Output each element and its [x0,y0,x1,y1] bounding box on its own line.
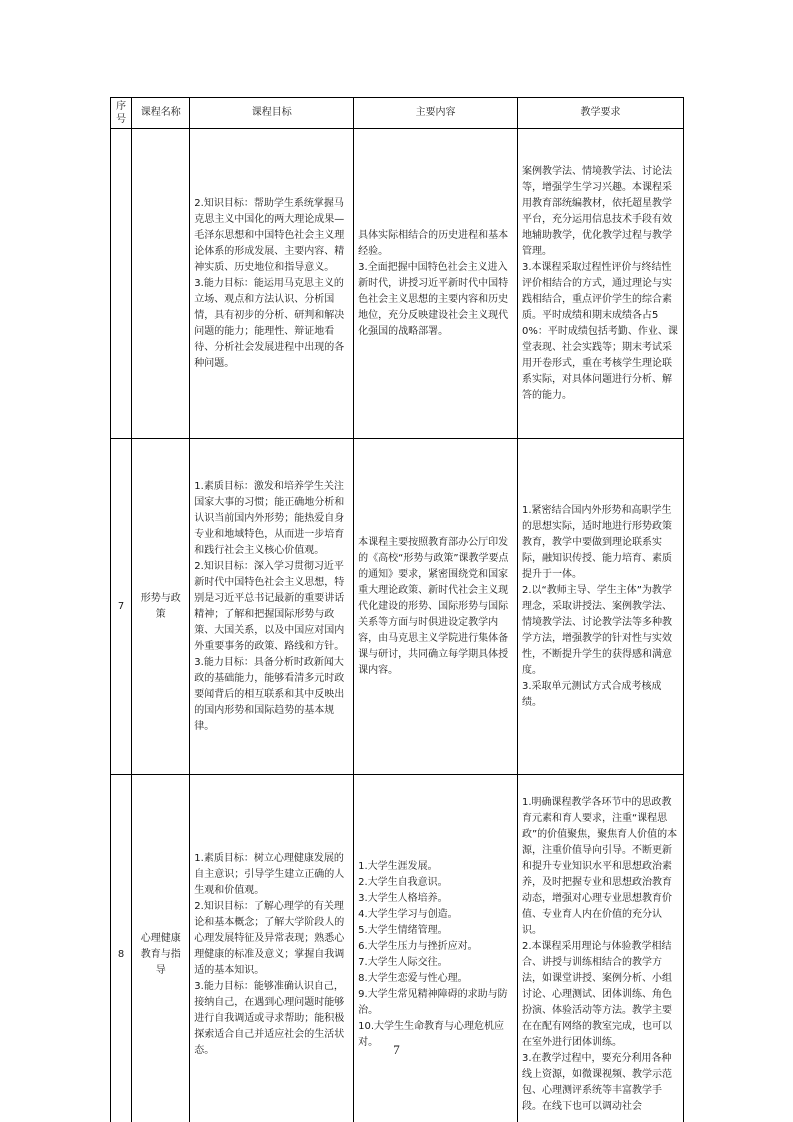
row-course-name [132,129,190,439]
content-item: 7.大学生人际交往。 [358,956,448,968]
goal-item: 2.知识目标：了解心理学的有关理论和基本概念；了解大学阶段人的心理发展特征及异常表现；熟悉心理健康的标准及意义；掌握自我调适的基本知识。 [194,900,345,976]
row-no [111,129,132,439]
requirement-item: 1.紧密结合国内外形势和高职学生的思想实际，适时地进行形势政策教育，教学中要做到理论联系实际，融知识传授、能力培育、素质提升于一体。 [522,504,672,580]
content-item: 1.大学生涯发展。 [358,860,438,872]
goal-item: 1.素质目标：树立心理健康发展的自主意识；引导学生建立正确的人生观和价值观。 [194,852,345,896]
content-item: 6.大学生压力与挫折应对。 [358,940,478,952]
content-item: 本课程主要按照教育部办公厅印发的《高校“形势与政策”课教学要点的通知》要求，紧密围绕党和国家重大理论政策、新时代社会主义现代化建设的形势、国际形势与国际关系等方面与时俱进设定教学内容，由马克思主义学院进行集体备课与研讨，共同确立每学期具体授课内容。 [358,536,509,676]
table-row [111,775,684,1122]
row-course-name: 心理健康教育与指导 [132,775,190,1122]
table-row [111,439,684,775]
goal-item: 3.能力目标：能运用马克思主义的立场、观点和方法认识、分析国情，具有初步的分析、研判和解决问题的能力；能理性、辩证地看待、分析社会发展进程中出现的各种问题。 [194,277,345,369]
row-content [354,775,518,1122]
goal-item: 3.能力目标：能够准确认识自己，接纳自己，在遇到心理问题时能够进行自我调适或寻求帮助；能积极探索适合自己并适应社会的生活状态。 [194,980,345,1056]
content-item: 3.全面把握中国特色社会主义进入新时代，讲授习近平新时代中国特色社会主义思想的主要内容和历史地位，充分反映建设社会主义现代化强国的战略部署。 [358,261,509,337]
row-no: 8 [111,775,132,1122]
requirement-item: 2.本课程采用理论与体验教学相结合、讲授与训练相结合的教学方法，如课堂讲授、案例分析、小组讨论、心理测试、团体训练、角色扮演、体验活动等方法。教学主要在在配有网络的教室完成，也可以在室外进行团体训练。 [522,940,672,1048]
requirement-item: 3.采取单元测试方式合成考核成绩。 [522,680,662,708]
header-course-name: 课程名称 [132,98,190,129]
requirement-item: 1.明确课程教学各环节中的思政教育元素和育人要求，注重“课程思政”的价值聚焦，聚焦育人价值的本源，注重价值导向引导。不断更新和提升专业知识水平和思想政治素养，及时把握专业和思想政治教育动态，增强对心理专业思想教育价值、专业育人内在价值的充分认识。 [522,796,678,936]
table-row [111,129,684,439]
row-goal [190,439,354,775]
requirement-item: 2.以“教师主导、学生主体”为教学理念，采取讲授法、案例教学法、情境教学法、讨论教学法等多种教学方法，增强教学的针对性与实效性，不断提升学生的获得感和满意度。 [522,584,672,676]
header-teaching-requirements: 教学要求 [518,98,684,129]
requirement-item: 案例教学法、情境教学法、讨论法等，增强学生学习兴趣。本课程采用教育部统编教材，依托超星教学平台，充分运用信息技术手段有效地辅助教学，优化教学过程与教学管理。 [522,165,672,257]
requirement-item: 3.本课程采取过程性评价与终结性评价相结合的方式，通过理论与实践相结合，重点评价学生的综合素质。平时成绩和期末成绩各占50%：平时成绩包括考勤、作业、课堂表现、社会实践等；期末考试采用开卷形式，重在考核学生理论联系实际，对具体问题进行分析、解答的能力。 [522,261,678,401]
row-content [354,439,518,775]
row-goal [190,129,354,439]
goal-item: 3.能力目标：具备分析时政新闻大政的基础能力，能够看清多元时政要闻背后的相互联系和其中反映出的国内形势和国际趋势的基本规律。 [194,656,345,732]
row-requirements [518,439,684,775]
page-number: 7 [393,1042,400,1057]
content-item: 5.大学生情绪管理。 [358,924,448,936]
header-row [111,98,684,129]
content-item: 9.大学生常见精神障碍的求助与防治。 [358,988,508,1016]
goal-item: 2.知识目标：帮助学生系统掌握马克思主义中国化的两大理论成果—毛泽东思想和中国特色社会主义理论体系的形成发展、主要内容、精神实质、历史地位和指导意义。 [194,197,345,273]
content-item: 8.大学生恋爱与性心理。 [358,972,468,984]
content-item: 4.大学生学习与创造。 [358,908,458,920]
content-item: 3.大学生人格培养。 [358,892,448,904]
goal-item: 2.知识目标：深入学习贯彻习近平新时代中国特色社会主义思想，特别是习近平总书记最新的重要讲话精神；了解和把握国际形势与政策、大国关系，以及中国应对国内外重要事务的政策、路线和方针。 [194,560,345,652]
row-no: 7 [111,439,132,775]
content-item: 2.大学生自我意识。 [358,876,448,888]
header-main-content: 主要内容 [354,98,518,129]
content-item: 10.大学生生命教育与心理危机应对。 [358,1020,505,1048]
row-requirements [518,129,684,439]
goal-item: 1.素质目标：激发和培养学生关注国家大事的习惯；能正确地分析和认识当前国内外形势；能热爱自身专业和地域特色，从而进一步培育和践行社会主义核心价值观。 [194,480,345,556]
header-no: 序号 [111,98,132,129]
row-course-name: 形势与政策 [132,439,190,775]
requirement-item: 3.在教学过程中，要充分利用各种线上资源，如微课视频、教学示范包、心理测评系统等丰富教学手段。在线下也可以调动社会 [522,1052,672,1112]
row-requirements [518,775,684,1122]
header-course-goal: 课程目标 [190,98,354,129]
content-item: 具体实际相结合的历史进程和基本经验。 [358,229,509,257]
row-goal [190,775,354,1122]
row-content [354,129,518,439]
course-table [110,97,684,1122]
